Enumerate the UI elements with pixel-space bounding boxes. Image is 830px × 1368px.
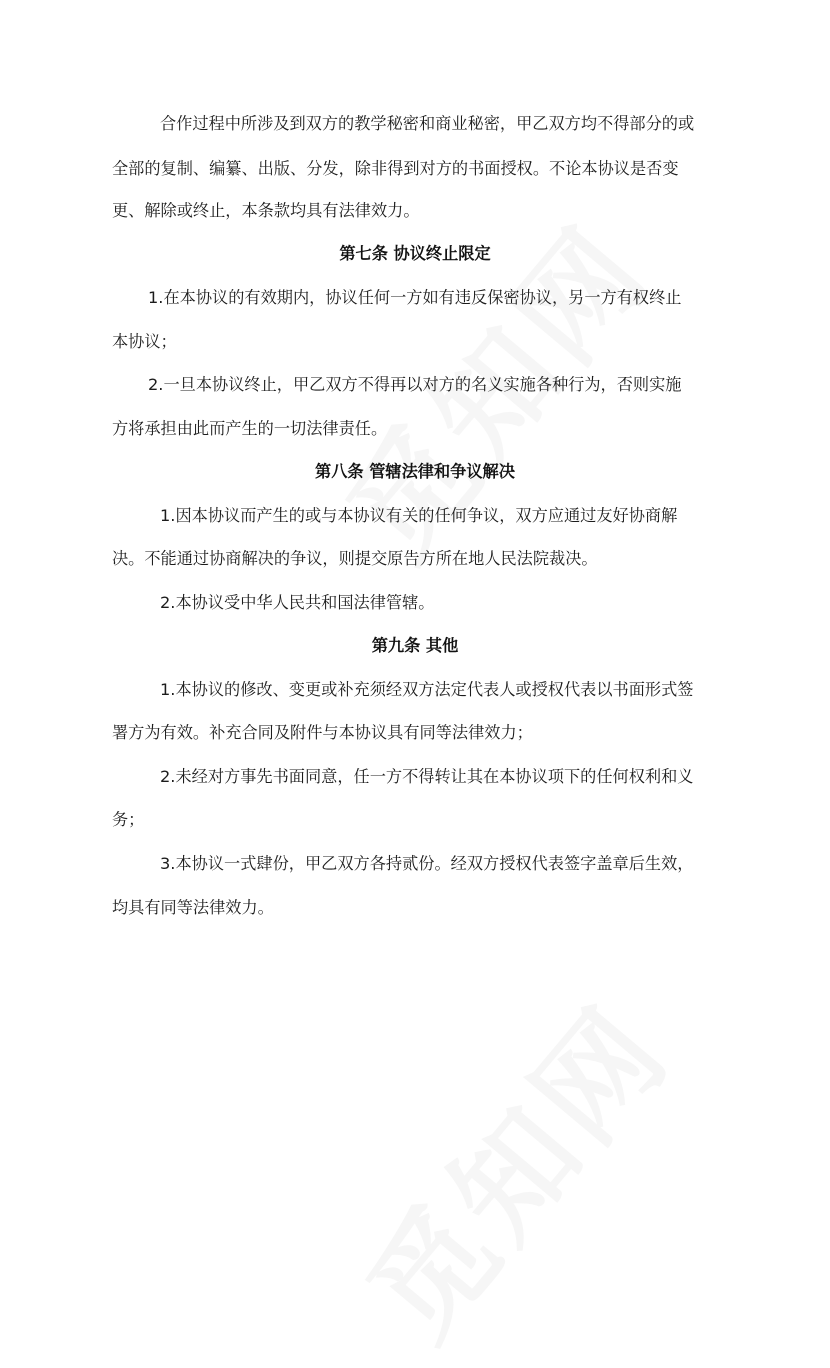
clause-line: 3.本协议一式肆份，甲乙双方各持贰份。经双方授权代表签字盖章后生效，	[160, 854, 694, 873]
paragraph-line: 合作过程中所涉及到双方的教学秘密和商业秘密，甲乙双方均不得部分的或	[160, 114, 695, 133]
clause-line: 务；	[112, 810, 145, 829]
clause-line: 1.本协议的修改、变更或补充须经双方法定代表人或授权代表以书面形式签	[160, 680, 694, 699]
clause-line: 2.一旦本协议终止，甲乙双方不得再以对方的名义实施各种行为，否则实施	[148, 375, 682, 394]
paragraph-line: 全部的复制、编纂、出版、分发，除非得到对方的书面授权。不论本协议是否变	[112, 159, 679, 178]
clause-line: 1.因本协议而产生的或与本协议有关的任何争议，双方应通过友好协商解	[160, 506, 678, 525]
clause-line: 署方为有效。补充合同及附件与本协议具有同等法律效力；	[112, 723, 533, 742]
clause-line: 方将承担由此而产生的一切法律责任。	[112, 419, 388, 438]
clause-line: 1.在本协议的有效期内，协议任何一方如有违反保密协议，另一方有权终止	[148, 288, 682, 307]
paragraph-line: 更、解除或终止，本条款均具有法律效力。	[112, 201, 420, 220]
clause-line: 均具有同等法律效力。	[112, 898, 274, 917]
article-7-heading: 第七条 协议终止限定	[339, 244, 491, 263]
clause-line: 2.本协议受中华人民共和国法律管辖。	[160, 593, 435, 612]
watermark	[323, 964, 702, 1368]
clause-line: 决。不能通过协商解决的争议，则提交原告方所在地人民法院裁决。	[112, 549, 598, 568]
clause-line: 2.未经对方事先书面同意，任一方不得转让其在本协议项下的任何权利和义	[160, 767, 694, 786]
clause-line: 本协议；	[112, 332, 177, 351]
article-9-heading: 第九条 其他	[371, 636, 459, 655]
article-8-heading: 第八条 管辖法律和争议解决	[315, 462, 515, 481]
